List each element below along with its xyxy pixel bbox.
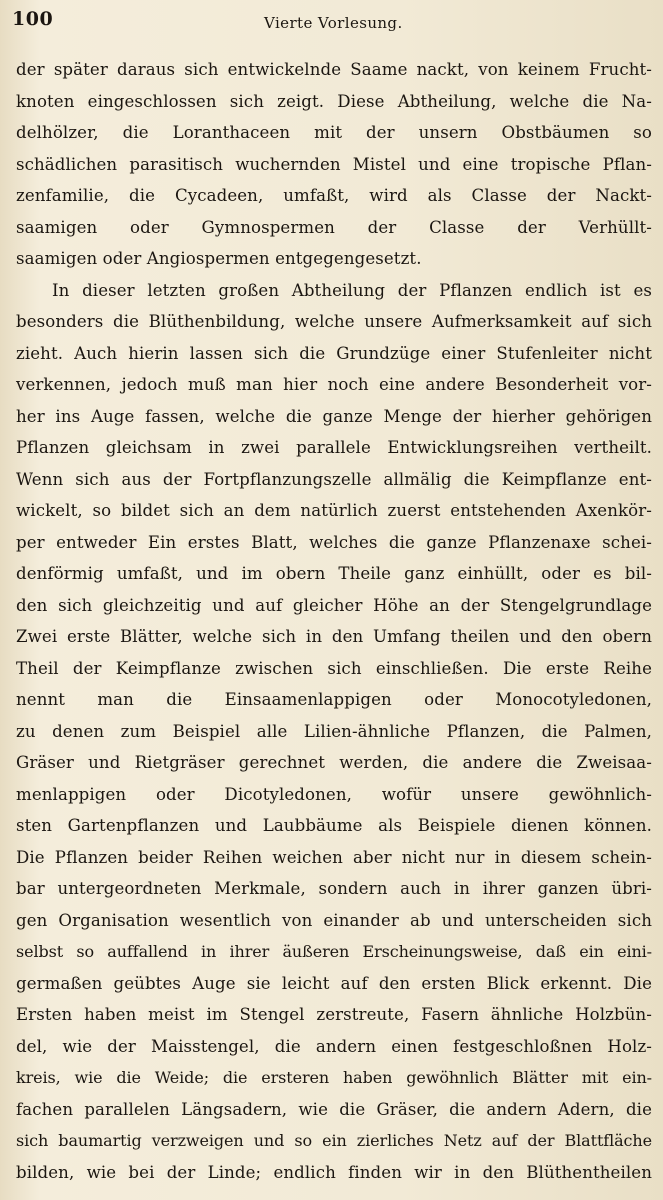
text-line: bilden, wie bei der Linde; endlich finden wir in den Blüthentheilen bbox=[16, 1162, 652, 1182]
text-line: zieht. Auch hierin lassen sich die Grundzüge einer Stufenleiter nicht bbox=[16, 343, 652, 363]
text-line: saamigen oder Gymnospermen der Classe der Verhüllt- bbox=[16, 217, 652, 237]
text-line: bar untergeordneten Merkmale, sondern auch in ihrer ganzen übri- bbox=[16, 879, 652, 898]
body-text bbox=[16, 54, 652, 1188]
running-head: Vierte Vorlesung. bbox=[264, 14, 403, 32]
text-line: delhölzer, die Loranthaceen mit der unsern Obstbäumen so bbox=[16, 123, 652, 142]
text-line: denförmig umfaßt, und im obern Theile ganz einhüllt, oder es bil- bbox=[16, 564, 652, 583]
text-line: kreis, wie die Weide; die ersteren haben gewöhnlich Blätter mit ein- bbox=[16, 1068, 652, 1087]
text-line: Die Pflanzen beider Reihen weichen aber nicht nur in diesem schein- bbox=[16, 847, 652, 867]
text-line: nennt man die Einsaamenlappigen oder Monocotyledonen, bbox=[16, 690, 652, 709]
text-line: sten Gartenpflanzen und Laubbäume als Beispiele dienen können. bbox=[16, 816, 652, 835]
text-line: knoten eingeschlossen sich zeigt. Diese Abtheilung, welche die Na- bbox=[16, 91, 652, 111]
paragraph-start-line: In dieser letzten großen Abtheilung der Pflanzen endlich ist es bbox=[52, 280, 652, 300]
text-line: Theil der Keimpflanze zwischen sich einschließen. Die erste Reihe bbox=[16, 658, 652, 678]
page-header bbox=[0, 0, 663, 44]
text-line: Gräser und Rietgräser gerechnet werden, die andere die Zweisaa- bbox=[16, 753, 652, 772]
text-line: zu denen zum Beispiel alle Lilien-ähnliche Pflanzen, die Palmen, bbox=[16, 721, 652, 741]
text-line: Ersten haben meist im Stengel zerstreute, Fasern ähnliche Holzbün- bbox=[16, 1005, 652, 1024]
text-line: den sich gleichzeitig und auf gleicher Höhe an der Stengelgrundlage bbox=[16, 595, 652, 615]
text-line: Pflanzen gleichsam in zwei parallele Entwicklungsreihen vertheilt. bbox=[16, 438, 652, 457]
text-line: per entweder Ein erstes Blatt, welches die ganze Pflanzenaxe schei- bbox=[16, 532, 652, 552]
text-line: germaßen geübtes Auge sie leicht auf den ersten Blick erkennt. Die bbox=[16, 973, 652, 993]
text-line: Wenn sich aus der Fortpflanzungszelle allmälig die Keimpflanze ent- bbox=[16, 469, 652, 489]
text-line: del, wie der Maisstengel, die andern einen festgeschloßnen Holz- bbox=[16, 1036, 652, 1056]
text-line: verkennen, jedoch muß man hier noch eine andere Besonderheit vor- bbox=[16, 375, 652, 394]
text-line: der später daraus sich entwickelnde Saame nackt, von keinem Frucht- bbox=[16, 60, 652, 79]
text-line: schädlichen parasitisch wuchernden Mistel und eine tropische Pflan- bbox=[16, 154, 652, 174]
text-line: gen Organisation wesentlich von einander ab und unterscheiden sich bbox=[16, 910, 652, 930]
text-line: sich baumartig verzweigen und so ein zierliches Netz auf der Blattfläche bbox=[16, 1131, 652, 1150]
text-line: selbst so auffallend in ihrer äußeren Erscheinungsweise, daß ein eini- bbox=[16, 942, 652, 961]
page-number: 100 bbox=[12, 8, 54, 30]
text-line: her ins Auge fassen, welche die ganze Menge der hierher gehörigen bbox=[16, 406, 652, 426]
text-line: zenfamilie, die Cycadeen, umfaßt, wird als Classe der Nackt- bbox=[16, 186, 652, 205]
text-line: wickelt, so bildet sich an dem natürlich zuerst entstehenden Axenkör- bbox=[16, 501, 652, 520]
text-line: menlappigen oder Dicotyledonen, wofür unsere gewöhnlich- bbox=[16, 784, 652, 804]
text-line: besonders die Blüthenbildung, welche unsere Aufmerksamkeit auf sich bbox=[16, 312, 652, 331]
text-line: Zwei erste Blätter, welche sich in den Umfang theilen und den obern bbox=[16, 627, 652, 646]
text-line: fachen parallelen Längsadern, wie die Gräser, die andern Adern, die bbox=[16, 1099, 652, 1119]
text-line: saamigen oder Angiospermen entgegengesetzt. bbox=[16, 249, 422, 268]
